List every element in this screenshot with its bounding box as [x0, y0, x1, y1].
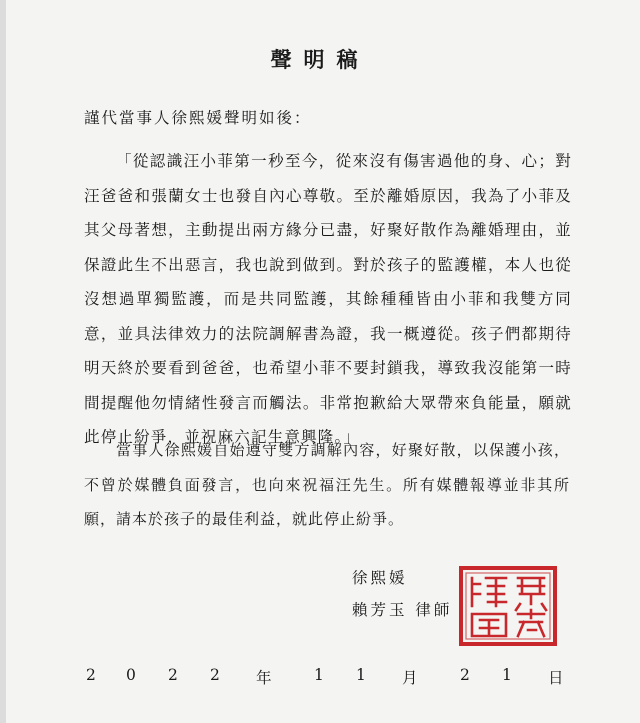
date-line	[86, 666, 564, 688]
closing-paragraph: 當事人徐熙媛自始遵守雙方調解內容，好聚好散，以保護小孩，不曾於媒體負面發言，也向來祝福汪先生。所有媒體報導並非其所願，請本於孩子的最佳利益，就此停止紛爭。	[84, 441, 570, 528]
intro-line: 謹代當事人徐熙媛聲明如後：	[84, 109, 312, 127]
signer-client: 徐熙媛	[352, 569, 408, 587]
date-digit: 0	[126, 666, 136, 684]
quoted-statement: 「從認識汪小菲第一秒至今，從來沒有傷害過他的身、心；對汪爸爸和張蘭女士也發自內心尊敬。至於離婚原因，我為了小菲及其父母著想，主動提出兩方緣分已盡，好聚好散作為離婚理由，並保證此生不出惡言，我也說到做到。對於孩子的監護權，本人也從沒想過單獨監護，而是共同監護，其餘種種皆由小菲和我雙方同意，並具法律效力的法院調解書為證，我一概遵從。孩子們都期待明天終於要看到爸爸，也希望小菲不要封鎖我，導致我沒能第一時間提醒他勿情緒性發言而觸法。非常抱歉給大眾帶來負能量，願就此停止紛爭，並祝麻六記生意興隆。」	[84, 152, 572, 446]
date-digit: 2	[168, 666, 178, 684]
lawyer-seal-stamp	[458, 566, 560, 648]
date-digit: 1	[314, 666, 324, 684]
date-digit: 2	[460, 666, 470, 684]
page-edge	[0, 0, 6, 723]
date-digit: 1	[502, 666, 512, 684]
signer-lawyer: 賴芳玉 律師	[352, 601, 453, 619]
date-digit: 2	[86, 666, 96, 684]
date-digit: 1	[356, 666, 366, 684]
date-year-char: 年	[256, 669, 272, 687]
date-month-char: 月	[402, 669, 418, 687]
document-title: 聲明稿	[270, 47, 370, 72]
date-digit: 2	[210, 666, 220, 684]
date-day-char: 日	[548, 669, 564, 687]
